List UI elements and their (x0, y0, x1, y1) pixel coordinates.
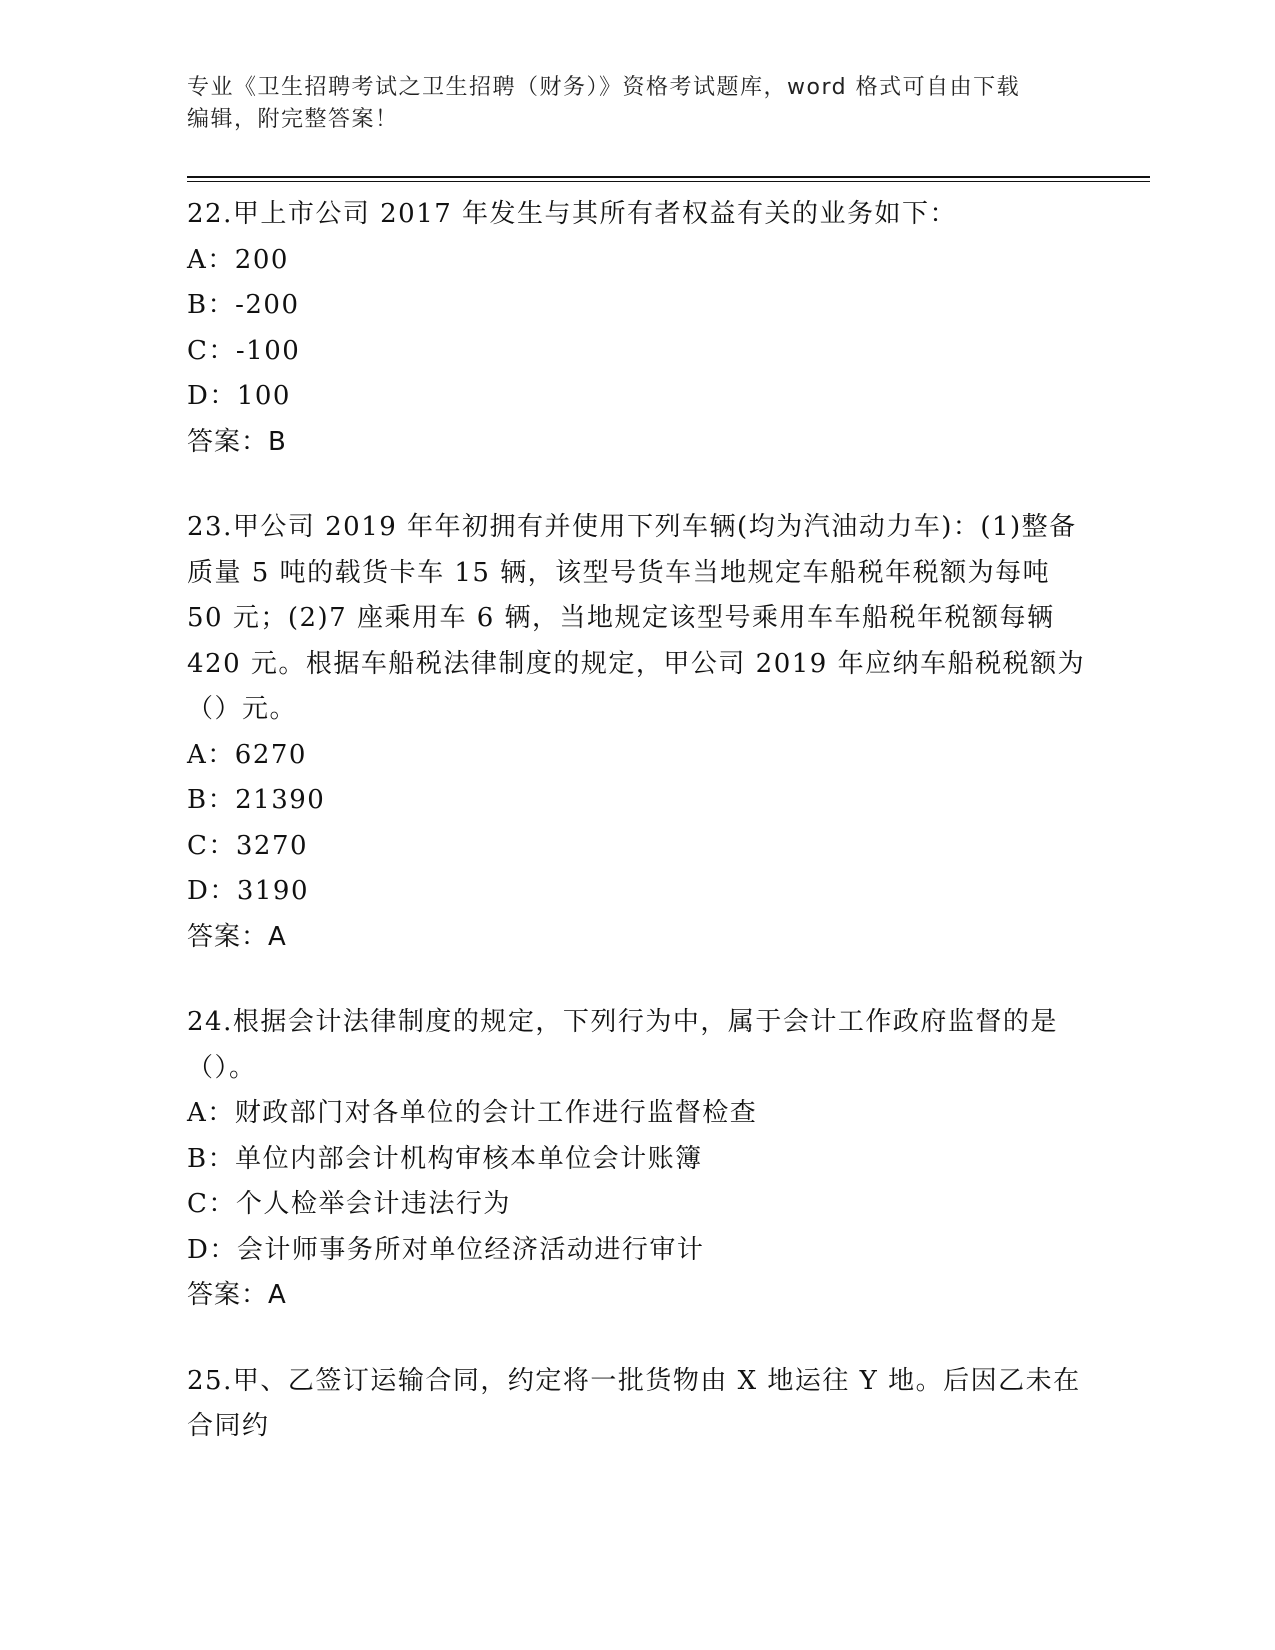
answer-label: 答案： (187, 921, 269, 952)
option-d: D：100 (187, 381, 291, 411)
answer-value: B (268, 426, 288, 457)
question-stem: 23.甲公司 2019 年年初拥有并使用下列车辆(均为汽油动力车)：(1)整备质量 5 吨的载货卡车 15 辆，该型号货车当地规定车船税年税额为每吨 50 元；(2)7 座乘用车 6 辆，当地规定该型号乘用车车船税年税额每辆 420 元。根据车船税法律制度的规定，甲公司 2019 年应纳车船税税额为（）元。 (187, 512, 1086, 724)
option-b: B：21390 (187, 785, 326, 815)
header-divider-thin (187, 181, 1150, 182)
answer-value: A (268, 921, 288, 952)
option-b: B：-200 (187, 290, 300, 320)
option-d: D：会计师事务所对单位经济活动进行审计 (187, 1234, 705, 1265)
option-c: C：个人检举会计违法行为 (187, 1189, 511, 1219)
answer-line (187, 915, 1087, 961)
option-a: A：200 (187, 244, 289, 275)
question-list (187, 192, 1087, 1490)
question-23 (187, 505, 1087, 960)
header-line-1: 专业《卫生招聘考试之卫生招聘（财务）》资格考试题库，word 格式可自由下载 (187, 75, 1021, 100)
option-c: C：-100 (187, 335, 301, 366)
question-25 (187, 1359, 1087, 1450)
question-stem: 22.甲上市公司 2017 年发生与其所有者权益有关的业务如下： (187, 199, 958, 229)
question-stem: 25.甲、乙签订运输合同，约定将一批货物由 X 地运往 Y 地。后因乙未在合同约 (187, 1365, 1081, 1441)
document-header-note (187, 72, 1067, 136)
answer-value: A (268, 1280, 288, 1310)
question-stem: 24.根据会计法律制度的规定，下列行为中，属于会计工作政府监督的是（）。 (187, 1007, 1058, 1083)
header-divider-thick (187, 176, 1150, 178)
option-a: A：6270 (187, 739, 307, 770)
answer-label: 答案： (187, 1280, 269, 1310)
answer-line (187, 420, 1087, 466)
header-line-2: 编辑，附完整答案！ (187, 107, 399, 132)
option-b: B：单位内部会计机构审核本单位会计账簿 (187, 1143, 703, 1174)
option-c: C：3270 (187, 830, 309, 861)
option-a: A：财政部门对各单位的会计工作进行监督检查 (187, 1098, 758, 1128)
option-d: D：3190 (187, 876, 310, 906)
answer-line (187, 1273, 1087, 1319)
question-24 (187, 1000, 1087, 1319)
question-22 (187, 192, 1087, 465)
answer-label: 答案： (187, 426, 269, 457)
